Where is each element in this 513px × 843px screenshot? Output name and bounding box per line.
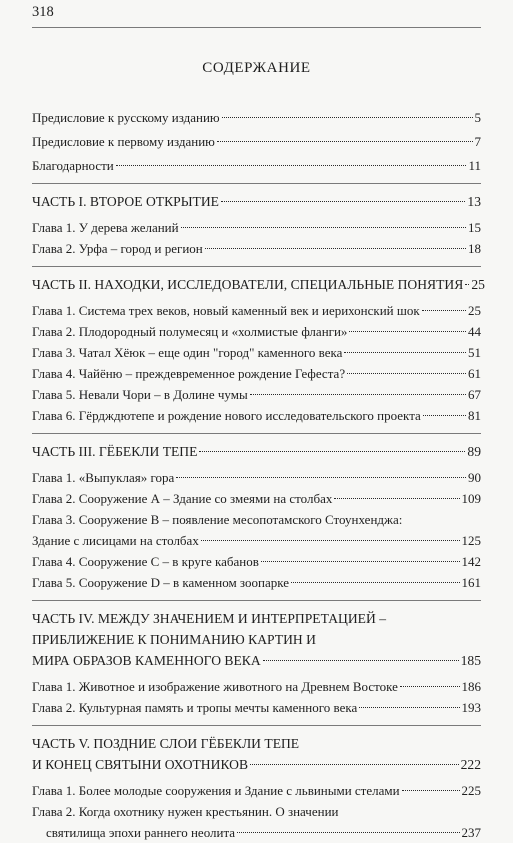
part-heading: МИРА ОБРАЗОВ КАМЕННОГО ВЕКА 185 xyxy=(32,653,481,668)
toc-entry: Глава 4. Сооружение С – в круге кабанов 142 xyxy=(32,554,481,569)
section-divider xyxy=(32,433,481,434)
toc-entry: Глава 1. Животное и изображение животного на Древнем Востоке 186 xyxy=(32,679,481,694)
toc-entry: Глава 1. «Выпуклая» гора 90 xyxy=(32,470,481,485)
part-heading-line: ЧАСТЬ IV. МЕЖДУ ЗНАЧЕНИЕМ И ИНТЕРПРЕТАЦИЕЙ – xyxy=(32,611,386,626)
toc-entry: Предисловие к русскому изданию 5 xyxy=(32,110,481,125)
section-divider xyxy=(32,600,481,601)
page-number: 318 xyxy=(32,4,54,20)
part-heading: И КОНЕЦ СВЯТЫНИ ОХОТНИКОВ 222 xyxy=(32,757,481,772)
toc-entry-line: Глава 2. Когда охотнику нужен крестьянин. О значении xyxy=(32,804,339,819)
toc-entry: Глава 6. Гёрдждютепе и рождение нового исследовательского проекта 81 xyxy=(32,408,481,423)
table-of-contents xyxy=(32,107,485,843)
part-heading: ЧАСТЬ II. НАХОДКИ, ИССЛЕДОВАТЕЛИ, СПЕЦИАЛЬНЫЕ ПОНЯТИЯ 25 xyxy=(32,277,485,292)
part-heading: ЧАСТЬ I. ВТОРОЕ ОТКРЫТИЕ 13 xyxy=(32,194,481,209)
toc-entry: Глава 4. Чайёню – преждевременное рождение Гефеста? 61 xyxy=(32,366,481,381)
header-rule xyxy=(32,27,481,28)
section-divider xyxy=(32,725,481,726)
toc-entry: Глава 1. Более молодые сооружения и Здание с львиными стелами 225 xyxy=(32,783,481,798)
part-heading: ЧАСТЬ III. ГЁБЕКЛИ ТЕПЕ 89 xyxy=(32,444,481,459)
toc-entry: Глава 1. У дерева желаний 15 xyxy=(32,220,481,235)
page-title: СОДЕРЖАНИЕ xyxy=(202,60,311,76)
part-heading-line: ЧАСТЬ V. ПОЗДНИЕ СЛОИ ГЁБЕКЛИ ТЕПЕ xyxy=(32,736,300,751)
toc-entry: Глава 2. Урфа – город и регион 18 xyxy=(32,241,481,256)
toc-entry: Глава 1. Система трех веков, новый каменный век и иерихонский шок 25 xyxy=(32,303,481,318)
toc-entry: Глава 5. Невали Чори – в Долине чумы 67 xyxy=(32,387,481,402)
toc-entry: Предисловие к первому изданию 7 xyxy=(32,134,481,149)
section-divider xyxy=(32,266,481,267)
toc-entry: Здание с лисицами на столбах 125 xyxy=(32,533,481,548)
section-divider xyxy=(32,183,481,184)
toc-entry: Глава 5. Сооружение D – в каменном зоопарке 161 xyxy=(32,575,481,590)
toc-entry-line: Глава 3. Сооружение В – появление месопотамского Стоунхенджа: xyxy=(32,512,403,527)
part-heading-line: ПРИБЛИЖЕНИЕ К ПОНИМАНИЮ КАРТИН И xyxy=(32,632,316,647)
toc-entry: Глава 3. Чатал Хёюк – еще один "город" каменного века 51 xyxy=(32,345,481,360)
toc-entry: Глава 2. Сооружение А – Здание со змеями на столбах 109 xyxy=(32,491,481,506)
toc-entry: Благодарности 11 xyxy=(32,158,481,173)
toc-entry: Глава 2. Культурная память и тропы мечты каменного века 193 xyxy=(32,700,481,715)
toc-entry: святилища эпохи раннего неолита 237 xyxy=(46,825,481,840)
toc-entry: Глава 2. Плодородный полумесяц и «холмистые фланги» 44 xyxy=(32,324,481,339)
